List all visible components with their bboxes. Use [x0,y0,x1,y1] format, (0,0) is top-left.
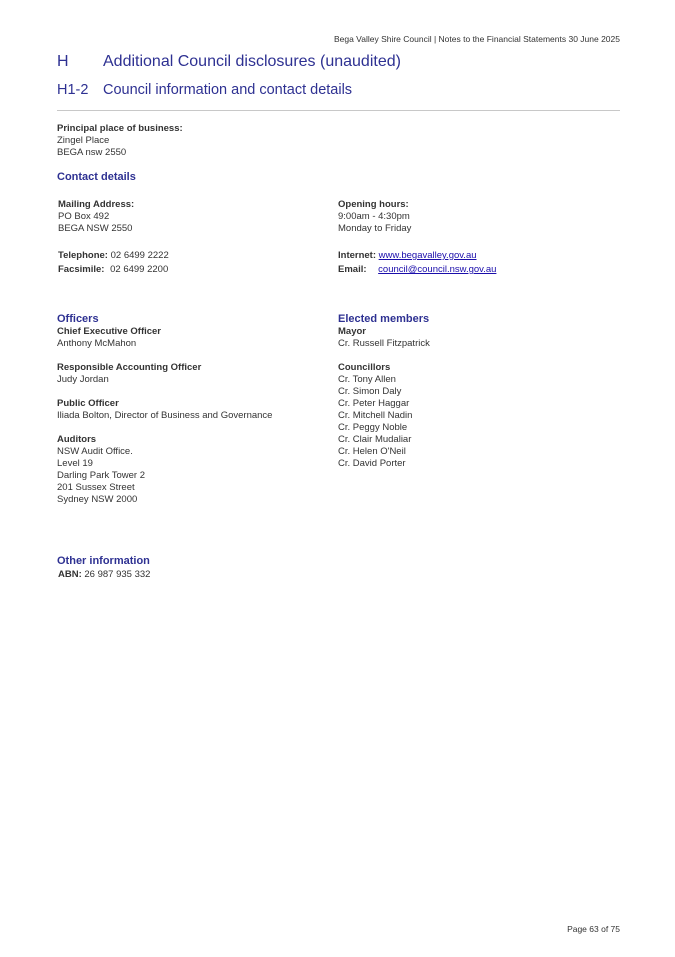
auditors-line: Sydney NSW 2000 [57,494,138,505]
ceo-label: Chief Executive Officer [57,326,162,337]
councillors-block [338,362,412,470]
opening-hours-block [338,199,411,235]
facsimile-label: Facsimile: [58,264,105,275]
public-officer-name: Iliada Bolton, Director of Business and Governance [57,410,273,421]
subsection-code: H1-2 [57,82,89,98]
facsimile-row [58,264,168,276]
councillor-name: Cr. Peggy Noble [338,422,408,433]
ceo-name: Anthony McMahon [57,338,137,349]
opening-hours-label: Opening hours: [338,199,409,210]
email-label: Email: [338,264,367,275]
mailing-address-block [58,199,134,235]
councillors-label: Councillors [338,362,391,373]
opening-hours-line: 9:00am - 4:30pm [338,211,410,222]
abn-label: ABN: [58,569,82,580]
rao-name: Judy Jordan [57,374,109,385]
facsimile-value: 02 6499 2200 [110,264,169,275]
councillor-name: Cr. Tony Allen [338,374,396,385]
telephone-value: 02 6499 2222 [110,250,169,261]
email-row [338,264,496,276]
ceo-block [57,326,161,350]
auditors-line: 201 Sussex Street [57,482,135,493]
website-link[interactable]: www.begavalley.gov.au [378,250,477,261]
other-information-heading: Other information [57,555,150,567]
auditors-line: Darling Park Tower 2 [57,470,146,481]
page-number: Page 63 of 75 [567,924,620,934]
councillor-name: Cr. Clair Mudaliar [338,434,412,445]
elected-members-heading: Elected members [338,313,430,325]
principal-place-line: Zingel Place [57,135,110,146]
principal-place-line: BEGA nsw 2550 [57,147,127,158]
rao-label: Responsible Accounting Officer [57,362,202,373]
telephone-label: Telephone: [58,250,108,261]
abn-value: 26 987 935 332 [84,569,151,580]
rao-block [57,362,201,386]
auditors-label: Auditors [57,434,97,445]
public-officer-label: Public Officer [57,398,119,409]
abn-row [58,569,150,581]
auditors-line: Level 19 [57,458,93,469]
councillor-name: Cr. Helen O'Neil [338,446,406,457]
councillor-name: Cr. Simon Daly [338,386,402,397]
telephone-row [58,250,169,262]
internet-row [338,250,477,262]
councillor-name: Cr. David Porter [338,458,406,469]
mayor-label: Mayor [338,326,366,337]
public-officer-block [57,398,272,422]
mailing-address-label: Mailing Address: [58,199,135,210]
heading-divider [57,110,620,111]
mailing-address-line: PO Box 492 [58,211,110,222]
contact-details-heading: Contact details [57,171,136,183]
internet-label: Internet: [338,250,376,261]
auditors-line: NSW Audit Office. [57,446,133,457]
mailing-address-line: BEGA NSW 2550 [58,223,133,234]
running-header: Bega Valley Shire Council | Notes to the Financial Statements 30 June 2025 [333,34,620,44]
auditors-block [57,434,145,506]
mayor-name: Cr. Russell Fitzpatrick [338,338,430,349]
officers-heading: Officers [57,313,99,325]
principal-place-label: Principal place of business: [57,123,183,134]
mayor-block [338,326,430,350]
subsection-title: Council information and contact details [103,82,353,98]
section-code: H [57,53,69,70]
principal-place-block [57,123,183,159]
section-title: Additional Council disclosures (unaudited) [103,53,401,70]
councillor-name: Cr. Peter Haggar [338,398,410,409]
opening-hours-line: Monday to Friday [338,223,412,234]
councillor-name: Cr. Mitchell Nadin [338,410,413,421]
email-link[interactable]: council@council.nsw.gov.au [378,264,497,275]
